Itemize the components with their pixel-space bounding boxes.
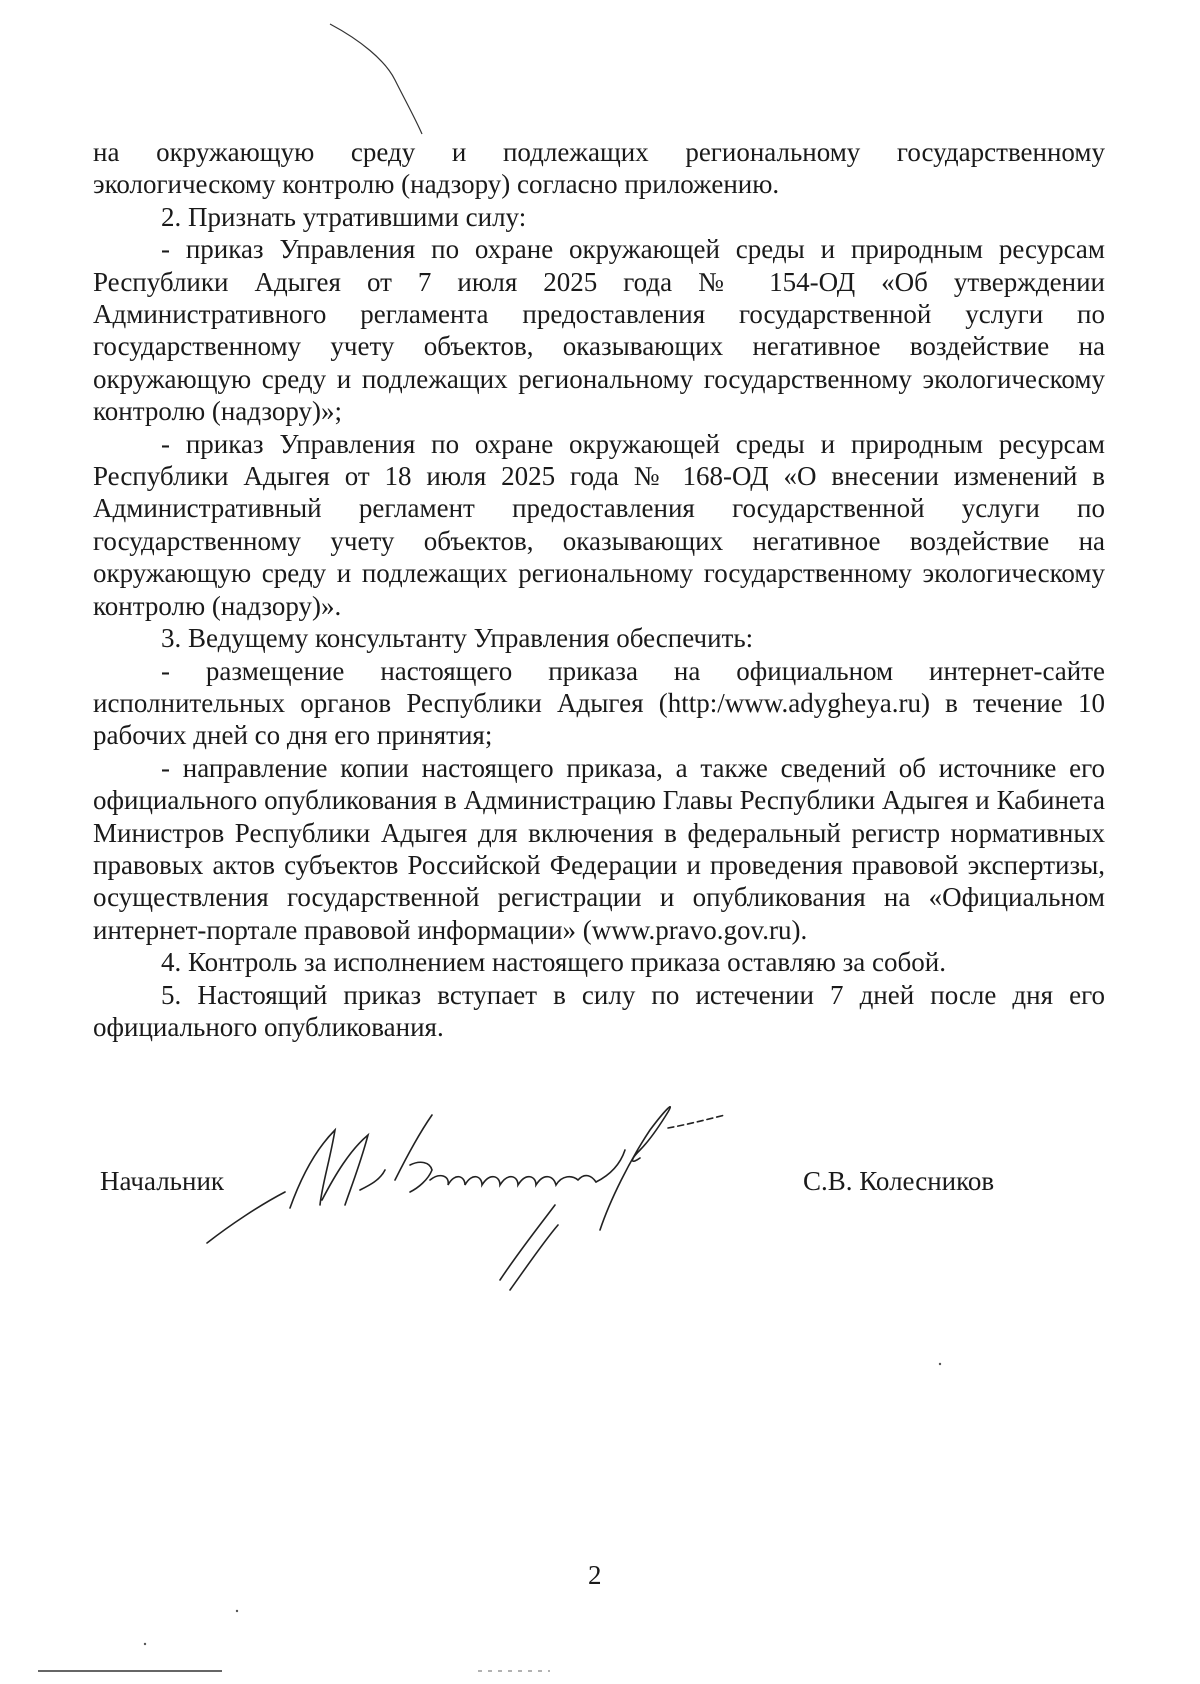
document-body [93, 136, 1105, 1043]
signature-mark [207, 1107, 725, 1290]
signer-name: С.В. Колесников [803, 1166, 995, 1196]
speck-2 [236, 1610, 238, 1612]
paragraph-publish-website: - размещение настоящего приказа на официальном интернет-сайте исполнительных органов Республики Адыгея (http:/www.adygheya.ru) в течение 10 рабочих дней со дня его принятия; [93, 655, 1105, 751]
paragraph-repeal-order-168: - приказ Управления по охране окружающей среды и природным ресурсам Республики Адыгея от 18 июля 2025 года № 168-ОД «О внесении изменений в Административный регламент предоставления государственной услуги по государственному учету объектов, оказывающих негативное воздействие на окружающую среду и подлежащих региональному государственному экологическому контролю (надзору)». [93, 428, 1105, 621]
paragraph-item-2: 2. Признать утратившими силу: [161, 201, 527, 232]
paragraph-continuation: на окружающую среду и подлежащих региональному государственному экологическому контролю (надзору) согласно приложению. [93, 137, 1105, 200]
paragraph-repeal-order-154: - приказ Управления по охране окружающей среды и природным ресурсам Республики Адыгея от 7 июля 2025 года № 154-ОД «Об утверждении Административного регламента предоставления государственной услуги по государственному учету объектов, оказывающих негативное воздействие на окружающую среду и подлежащих региональному государственному экологическому контролю (надзору)»; [93, 234, 1105, 427]
stray-pen-mark [330, 24, 422, 134]
speck-1 [939, 1363, 941, 1365]
paragraph-send-copy: - направление копии настоящего приказа, а также сведений об источнике его официального опубликования в Администрацию Главы Республики Адыгея и Кабинета Министров Республики Адыгея для включения в федеральный регистр нормативных правовых актов субъектов Российской Федерации и проведения правовой экспертизы, осуществления государственной регистрации и опубликования на «Официальном интернет-портале правовой информации» (www.pravo.gov.ru). [93, 752, 1105, 945]
page-number: 2 [588, 1560, 602, 1590]
signer-title: Начальник [100, 1166, 225, 1196]
speck-3 [144, 1643, 146, 1645]
paragraph-item-3: 3. Ведущему консультанту Управления обеспечить: [161, 623, 754, 654]
paragraph-item-5: 5. Настоящий приказ вступает в силу по истечении 7 дней после дня его официального опубликования. [93, 979, 1105, 1042]
paragraph-item-4: 4. Контроль за исполнением настоящего приказа оставляю за собой. [161, 947, 946, 978]
